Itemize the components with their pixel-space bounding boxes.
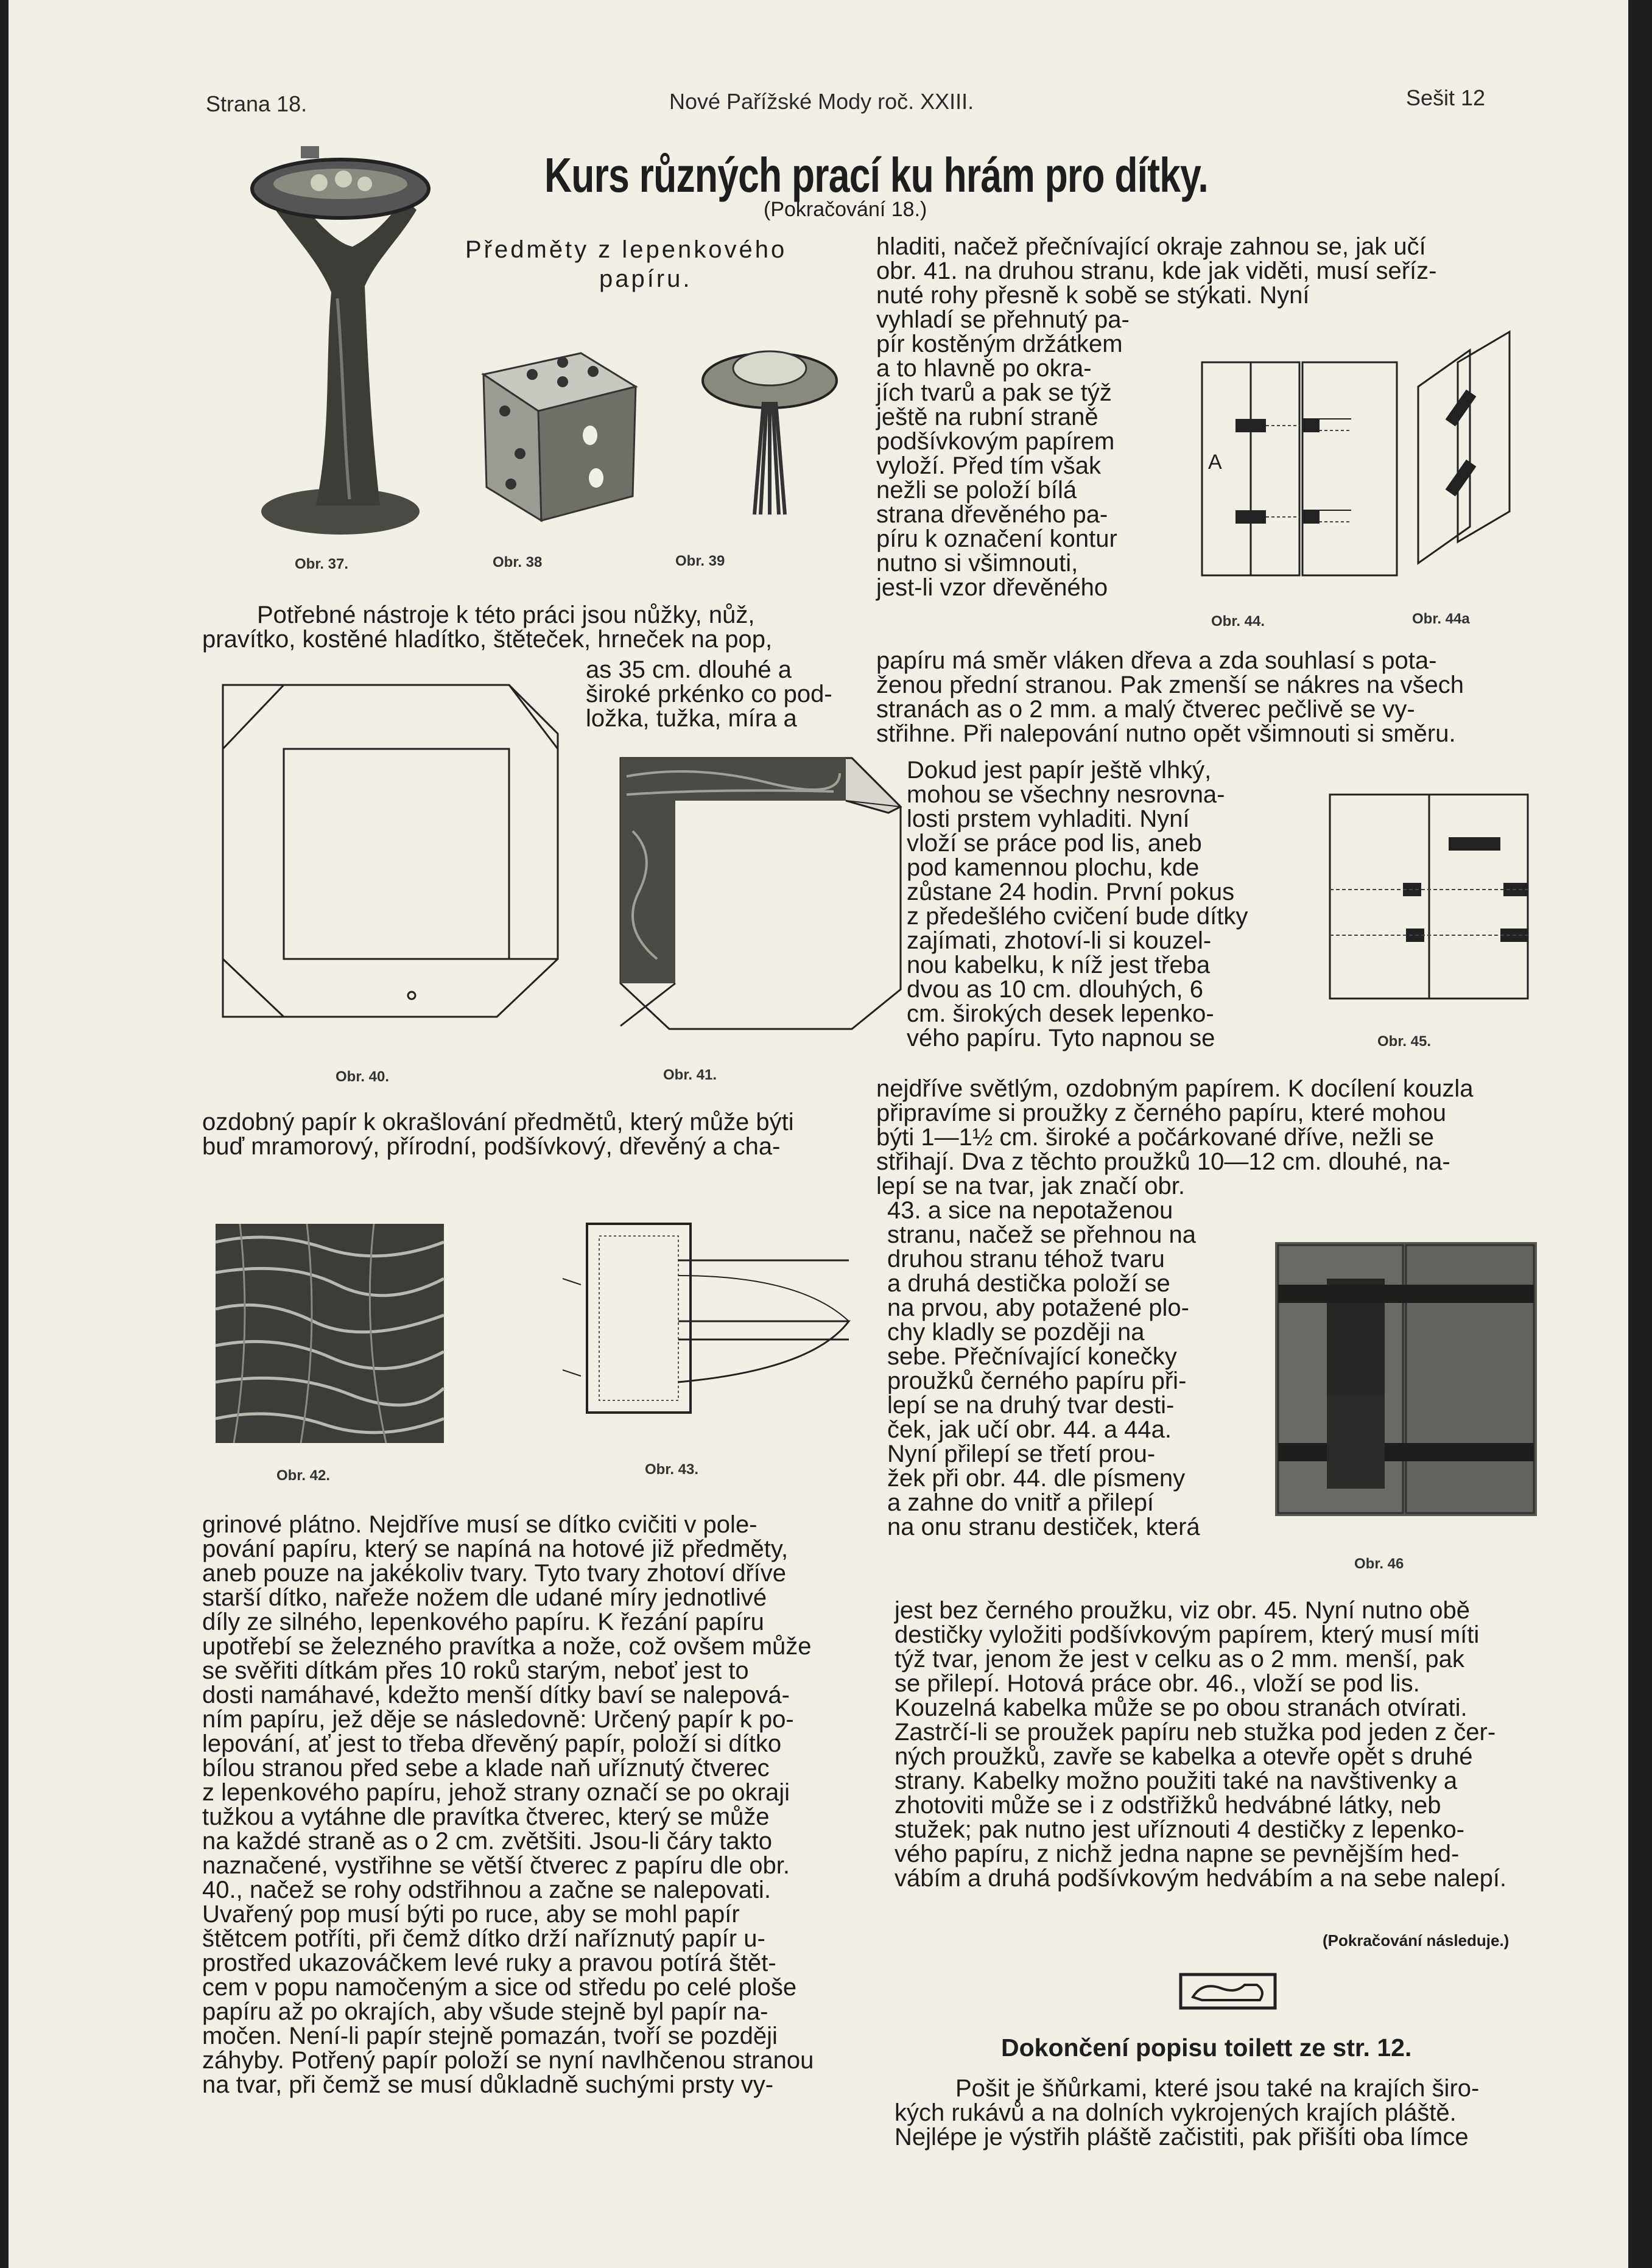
magazine-page (9, 0, 1628, 2268)
col2-text-b: vyhladí se přehnutý pa- pír kostěným držátkem a to hlavně po okra- jích tvarů a pak se týž ještě na rubní straně podšívkovým papírem vyloží. Před tím však nežli se položí bílá strana dřevěného pa- píru k označení kontur nutno si všimnouti, jest-li vzor dřevěného (876, 306, 1130, 601)
second-article-title: Dokončení popisu toilett ze str. 12. (1001, 2034, 1412, 2062)
caption-obr-41: Obr. 41. (663, 1067, 717, 1083)
figure-44a-diagram (1412, 332, 1516, 600)
figure-45-diagram (1327, 792, 1534, 1002)
col2-text-c: papíru má směr vláken dřeva a zda souhlasí s pota- ženou přední stranou. Pak zmenší se nákres na všech stranách as o 2 mm. a malý čtverec pečlivě se vy- střihne. Při nalepování nutno opět všimnouti si směru. (876, 647, 1464, 747)
caption-obr-44: Obr. 44. (1211, 613, 1265, 630)
label-a: A (1208, 451, 1222, 474)
section-heading: Předměty z lepenkového (465, 236, 787, 263)
figure-46-purse (1275, 1242, 1537, 1516)
figure-41-wood-frame (620, 758, 901, 1032)
figure-40-diagram (223, 685, 573, 1020)
caption-obr-46: Obr. 46 (1354, 1556, 1404, 1572)
col2-text-a: hladiti, načež přečnívající okraje zahnou se, jak učí obr. 41. na druhou stranu, kde jak viděti, musí seříz- nuté rohy přesně k sobě se stýkati. Nyní (876, 233, 1437, 309)
continuation-note: (Pokračování 18.) (764, 198, 927, 221)
caption-obr-39: Obr. 39 (675, 553, 725, 569)
col1-text-c: ozdobný papír k okrašlování předmětů, který může býti buď mramorový, přírodní, podšívkový, dřevěný a cha- (202, 1109, 794, 1160)
figure-42-wood-pattern (216, 1224, 444, 1443)
magazine-title: Nové Pařížské Mody roč. XXIII. (669, 89, 974, 114)
second-article-text: Pošit je šňůrkami, které jsou také na krajích širo- kých rukávů a na dolních vykrojených krajích pláště. Nejlépe je výstřih pláště začistiti, pak přišíti oba límce (895, 2075, 1480, 2150)
caption-obr-45: Obr. 45. (1377, 1033, 1432, 1050)
caption-obr-38: Obr. 38 (493, 554, 543, 571)
caption-obr-42: Obr. 42. (276, 1467, 331, 1484)
page-number: Strana 18. (206, 91, 308, 116)
figure-39-flower (697, 332, 843, 527)
article-title: Kurs různých prací ku hrám pro dítky. (544, 148, 1208, 202)
figure-44-right (1302, 359, 1400, 578)
section-heading-2: papíru. (599, 265, 692, 292)
figure-43-frame-strips (557, 1218, 873, 1425)
issue-number: Sešit 12 (1406, 85, 1486, 110)
to-be-continued: (Pokračování následuje.) (1323, 1931, 1510, 1950)
caption-obr-37: Obr. 37. (295, 556, 349, 572)
col1-text-b: as 35 cm. dlouhé a široké prkénko co pod- ložka, tužka, míra a (586, 656, 832, 732)
figure-37-tree-stand (240, 140, 423, 560)
ornament-divider (1178, 1970, 1281, 2015)
col2-text-g: jest bez černého proužku, viz obr. 45. Nyní nutno obě destičky vyložiti podšívkovým papírem, který musí míti týž tvar, jenom že jest v celku as o 2 mm. menší, pak se přilepí. Hotová práce obr. 46., vloží se pod lis. Kouzelná kabelka může se po obou stranách otvírati. Zastrčí-li se proužek papíru neb stužka pod jeden z čer- ných proužků, zavře se kabelka a otevře opět s druhé strany. Kabelky možno použiti také na navštivenky a zhotoviti může se i z odstřižků hedvábné látky, neb stužek; pak nutno jest uříznouti 4 destičky z lepenko- vého papíru, z nichž jedna napne se pevnějším hed- vábím a druhá podšívkovým hedvábím a na sebe nalepí. (895, 1597, 1507, 1892)
col2-text-f: 43. a sice na nepotaženou stranu, načež se přehnou na druhou stranu téhož tvaru a druhá destička položí se na prvou, aby potažené plo- chy kladly se později na sebe. Přečnívající konečky proužků černého papíru při- lepí se na druhý tvar desti- ček, jak učí obr. 44. a 44a. Nyní přilepí se třetí prou- žek při obr. 44. dle písmeny a zahne do vnitř a přilepí na onu stranu destiček, která (887, 1197, 1200, 1540)
col1-text-a: Potřebné nástroje k této práci jsou nůžky, nůž, pravítko, kostěné hladítko, štěteček, hrneček na pop, (202, 602, 773, 653)
col1-text-d: grinové plátno. Nejdříve musí se dítko cvičiti v pole- pování papíru, který se napíná na hotové již předměty, aneb pouze na jakékoliv tvary. Tyto tvary zhotoví dříve starší dítko, nařeže nožem dle udané míry jednotlivé díly ze silného, lepenkového papíru. K řezání papíru upotřebí se železného pravítka a nože, což ovšem může se svěřiti dítkám přes 10 roků starým, neboť jest to dosti namáhavé, kdežto menší dítky baví se nalepová- ním papíru, jež děje se následovně: Určený papír k po- lepování, ať jest to třeba dřevěný papír, položí si dítko bílou stranou před sebe a klade naň uříznutý čtverec z lepenkového papíru, jehož strany označí se po okraji tužkou a vytáhne dle pravítka čtverec, který se může na každé straně as o 2 cm. zvětšiti. Jsou-li čáry takto naznačené, vystřihne se větší čtverec z papíru dle obr. 40., načež se rohy odstřihnou a začne se nalepovati. Uvařený pop musí býti po ruce, aby se mohl papír štětcem potříti, při čemž dítko drží naříznutý papír u- prostřed ukazováčkem levé ruky a pravou potírá štět- cem v popu namočeným a sice od středu po celé ploše papíru až po okrajích, aby všude stejně byl papír na- močen. Není-li papír stejně pomazán, tvoří se později záhyby. Potřený papír položí se nyní navlhčenou stranou na tvar, při čemž se musí důkladně suchými prsty vy- (202, 1511, 814, 2098)
figure-38-dice (471, 338, 654, 533)
caption-obr-43: Obr. 43. (645, 1461, 699, 1478)
col2-text-d: Dokud jest papír ještě vlhký, mohou se všechny nesrovna- losti prstem vyhladiti. Nyní vloží se práce pod lis, aneb pod kamennou plochu, kde zůstane 24 hodin. První pokus z předešlého cvičení bude dítky zajímati, zhotoví-li si kouzel- nou kabelku, k níž jest třeba dvou as 10 cm. dlouhých, 6 cm. širokých desek lepenko- vého papíru. Tyto napnou se (907, 757, 1248, 1051)
caption-obr-44a: Obr. 44a (1412, 611, 1470, 627)
caption-obr-40: Obr. 40. (336, 1069, 390, 1085)
col2-text-e: nejdříve světlým, ozdobným papírem. K docílení kouzla připravíme si proužky z černého papíru, které mohou býti 1—1½ cm. široké a počárkované dříve, nežli se střihají. Dva z těchto proužků 10—12 cm. dlouhé, na- lepí se na tvar, jak značí obr. (876, 1075, 1474, 1199)
